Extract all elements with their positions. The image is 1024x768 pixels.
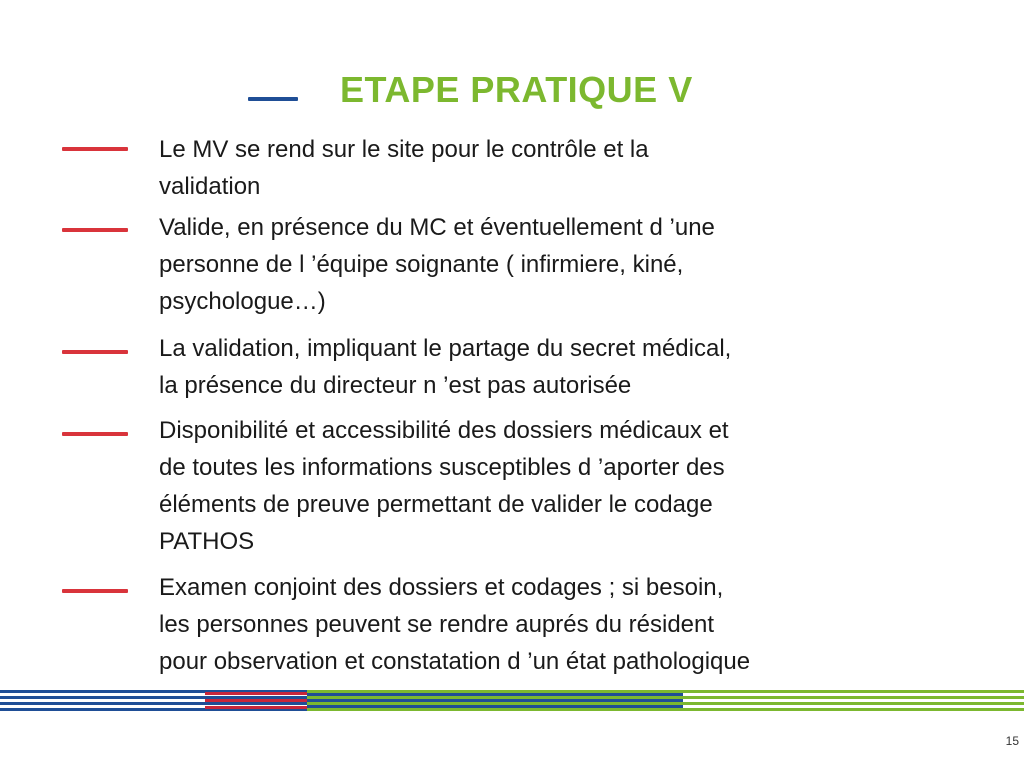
bullet-dash [62,147,128,151]
slide-title: ETAPE PRATIQUE V [340,69,693,110]
bullet-text: Valide, en présence du MC et éventuellement d ’une personne de l ’équipe soignante ( infirmiere, kiné, psychologue…) [159,214,715,315]
stripe-blue [307,699,683,702]
bullet-text: Examen conjoint des dossiers et codages ; si besoin, les personnes peuvent se rendre auprés du résident pour observation et constatation d ’un état pathologique [159,574,751,675]
page-number: 15 [1005,734,1019,748]
footer-stripes [0,690,1024,718]
stripe-red [205,706,307,709]
bullet-text: La validation, impliquant le partage du secret médical, la présence du directeur n ’est pas autorisée [159,335,732,399]
bullet-dash [62,350,128,354]
bullet-dash [62,228,128,232]
stripe-red [205,692,307,695]
bullet-dash [62,589,128,593]
stripe-blue [0,702,310,705]
stripe-green [307,708,1024,711]
stripe-blue [307,705,683,708]
bullet-text: Disponibilité et accessibilité des dossiers médicaux et de toutes les informations susceptibles d ’aporter des éléments de preuve permettant de valider le codage PATHOS [159,417,729,555]
stripe-blue [307,693,683,696]
bullet-text: Le MV se rend sur le site pour le contrôle et la validation [159,136,649,200]
stripe-red [205,699,307,702]
bullet-dash [62,432,128,436]
